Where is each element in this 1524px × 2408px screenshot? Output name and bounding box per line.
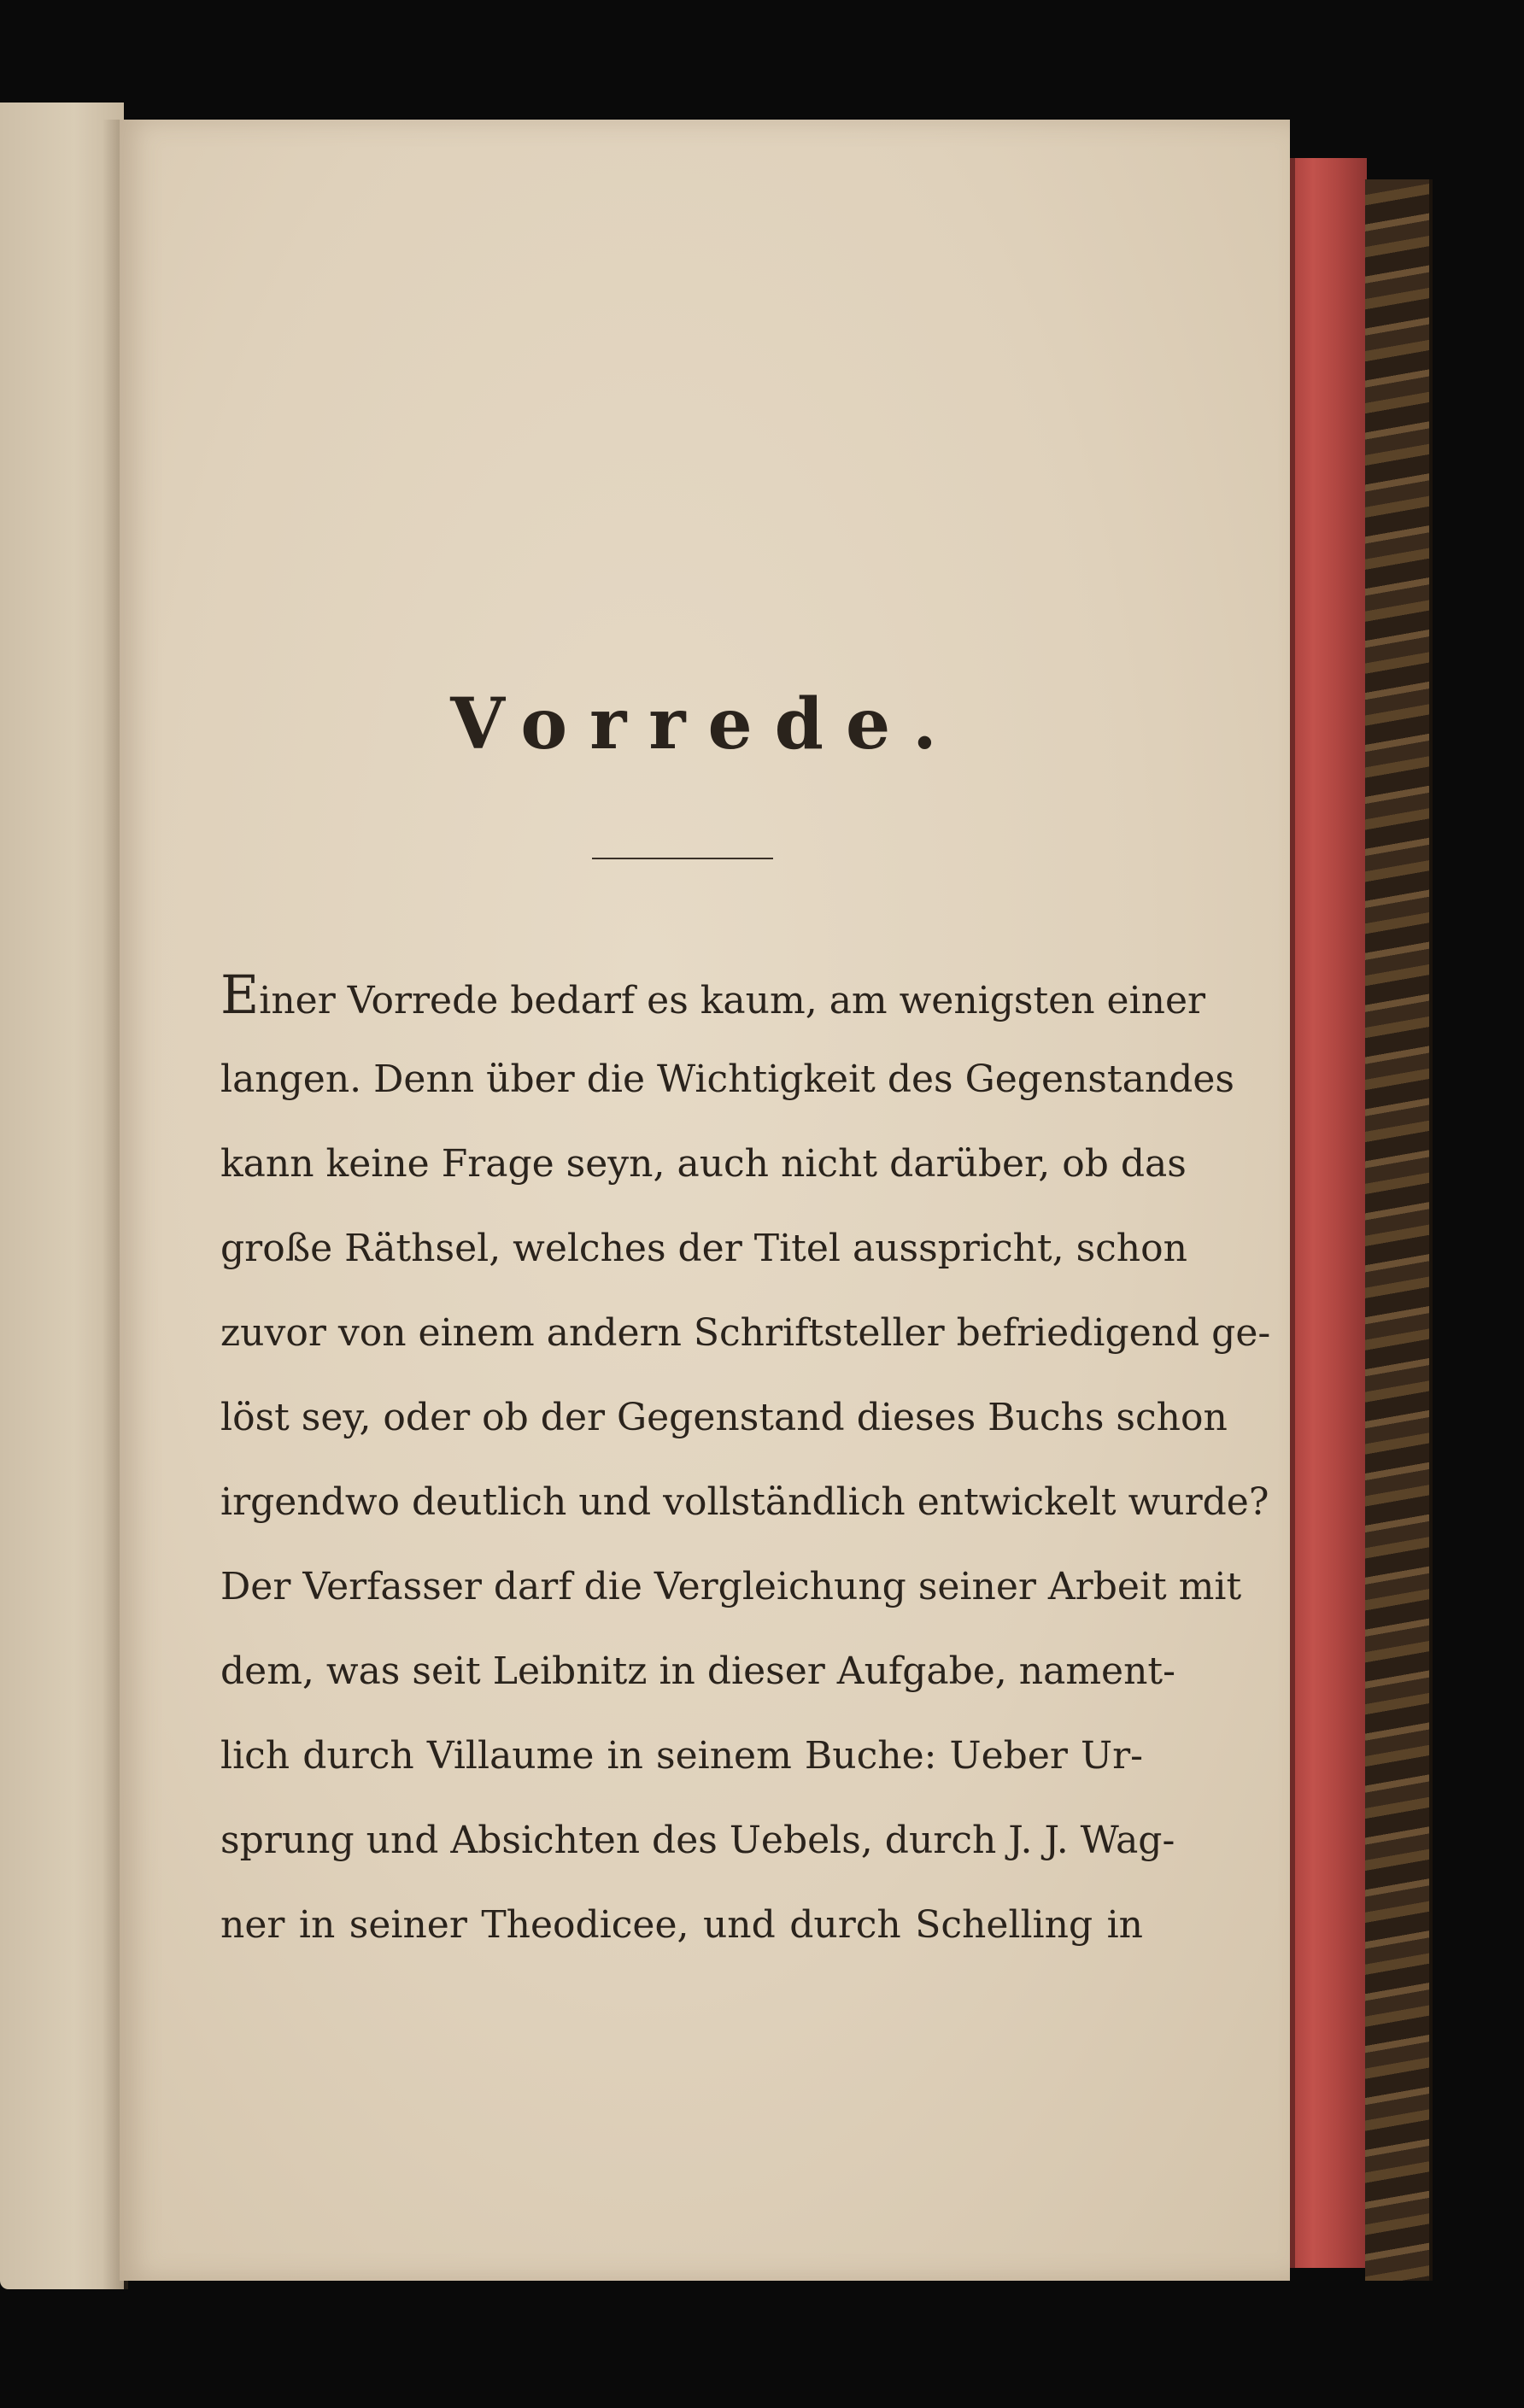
text-line: kann keine Frage seyn, auch nicht darüber, ob das — [220, 1142, 1187, 1186]
text-line: ner in seiner Theodicee, und durch Schelling in — [220, 1903, 1143, 1947]
page-title: Vorrede. — [450, 683, 959, 765]
body-text — [220, 964, 1271, 1980]
red-page-edges — [1290, 158, 1367, 2268]
text-line: dem, was seit Leibnitz in dieser Aufgabe, nament- — [220, 1649, 1175, 1693]
text-line: Einer Vorrede bedarf es kaum, am wenigsten einer — [220, 964, 1206, 1026]
text-line: langen. Denn über die Wichtigkeit des Gegenstandes — [220, 1058, 1234, 1101]
text-line: große Räthsel, welches der Titel ausspricht, schon — [220, 1227, 1187, 1270]
text-line: Der Verfasser darf die Vergleichung seiner Arbeit mit — [220, 1565, 1242, 1608]
page-edge-line — [1290, 158, 1295, 2268]
text-line: irgendwo deutlich und vollständlich entwickelt wurde? — [220, 1480, 1269, 1524]
text-line: sprung und Absichten des Uebels, durch J. J. Wag- — [220, 1819, 1175, 1862]
marbled-cover — [1365, 179, 1433, 2281]
text-line: lich durch Villaume in seinem Buche: Ueber Ur- — [220, 1734, 1143, 1778]
text-line: zuvor von einem andern Schriftsteller befriedigend ge- — [220, 1311, 1271, 1355]
title-rule — [592, 858, 773, 859]
text-line: löst sey, oder ob der Gegenstand dieses Buchs schon — [220, 1396, 1228, 1439]
